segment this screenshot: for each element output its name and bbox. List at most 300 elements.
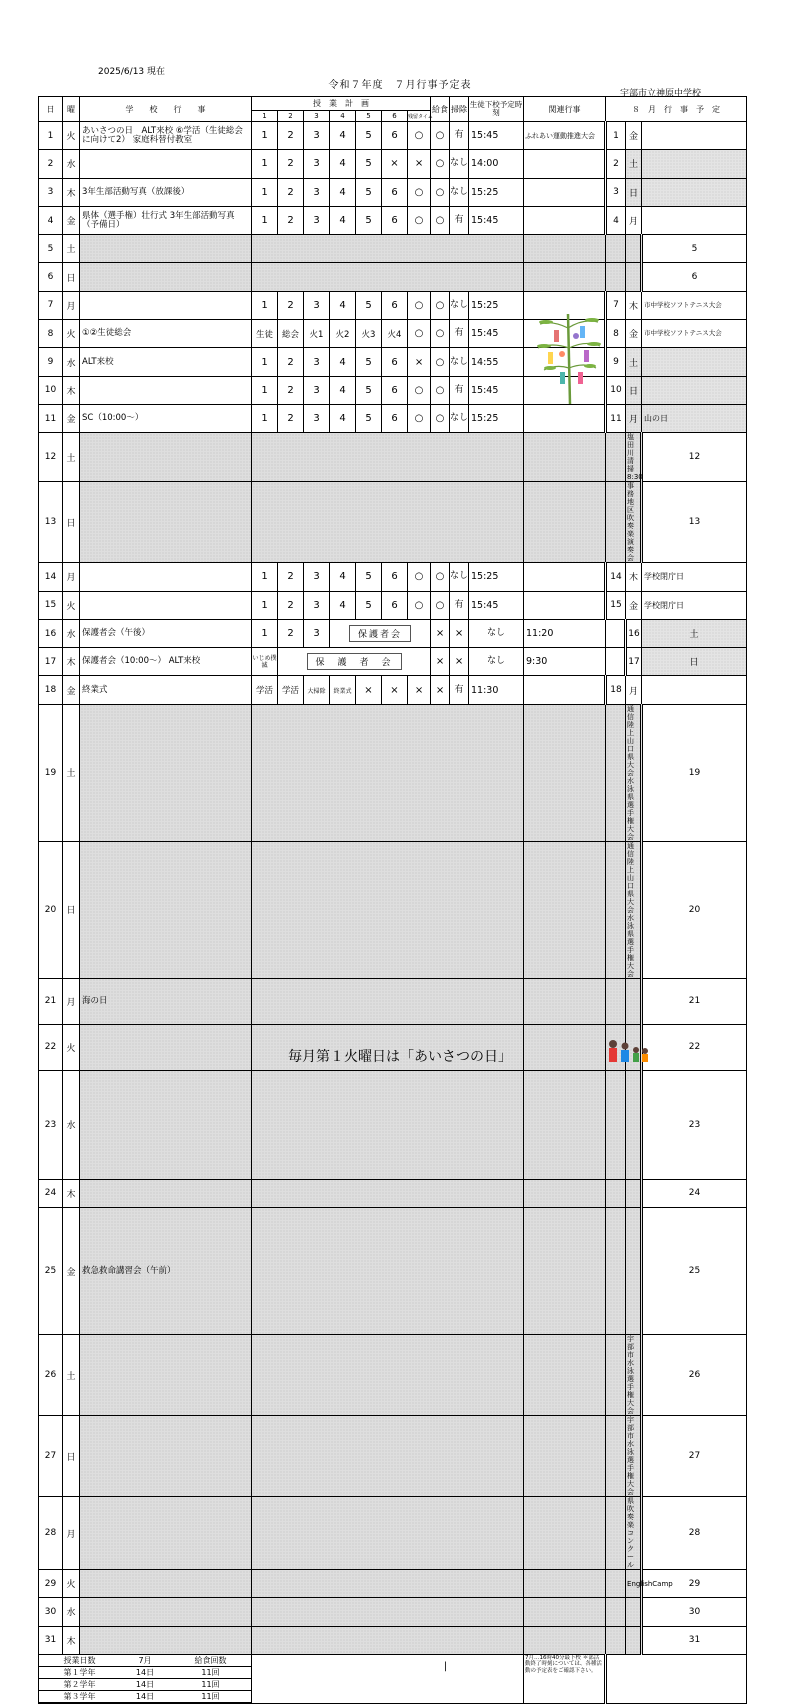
school-event	[80, 1335, 252, 1416]
dismissal-time: 15:45	[469, 376, 524, 404]
weekday: 日	[63, 263, 80, 291]
lesson-blank	[252, 704, 524, 841]
lesson-period: 4	[330, 206, 356, 234]
aug-weekday: 金	[626, 591, 642, 619]
aug-day-number: 5	[642, 235, 747, 263]
schedule-row	[39, 591, 747, 619]
lunch-mark: ○	[431, 150, 450, 178]
schedule-row	[39, 376, 747, 404]
lesson-period: 5	[356, 178, 382, 206]
reading-mark: ○	[408, 563, 431, 591]
aug-event	[642, 122, 747, 150]
lesson-period: 3	[304, 178, 330, 206]
schedule-row	[39, 563, 747, 591]
lesson-period: 5	[356, 376, 382, 404]
school-event	[80, 482, 252, 563]
stats-blank	[252, 1654, 524, 1703]
lesson-period: 6	[382, 291, 408, 319]
weekday: 金	[63, 676, 80, 704]
aug-day-number: 10	[606, 376, 626, 404]
aug-day-number: 11	[606, 404, 626, 432]
lesson-period: 3	[304, 619, 330, 647]
weekday: 水	[63, 619, 80, 647]
lesson-blank	[252, 841, 524, 978]
reading-mark: ○	[408, 404, 431, 432]
lesson-period: 6	[382, 206, 408, 234]
aug-day-number: 8	[606, 320, 626, 348]
aug-event	[642, 376, 747, 404]
col-dismissal: 生徒下校予定時刻	[469, 97, 524, 122]
weekday: 土	[63, 235, 80, 263]
dismissal-blank	[606, 1497, 626, 1570]
dismissal-time: 15:45	[469, 591, 524, 619]
stats-cell: 第１学年	[39, 1666, 120, 1678]
aug-foot-blank	[606, 1654, 747, 1703]
dismissal-time: 15:45	[469, 320, 524, 348]
day-number: 24	[39, 1179, 63, 1207]
lesson-period: 3	[304, 591, 330, 619]
school-event	[80, 1497, 252, 1570]
aug-weekday: 土	[626, 150, 642, 178]
school-event	[80, 235, 252, 263]
school-event: ①②生徒総会	[80, 320, 252, 348]
dismissal-blank	[606, 433, 626, 482]
schedule-row	[39, 619, 747, 647]
dismissal-blank	[606, 1598, 626, 1626]
stats-cell: 14日	[120, 1690, 170, 1702]
merged-lesson-label: 保護者会	[349, 625, 411, 642]
day-number: 25	[39, 1208, 63, 1335]
lesson-period: 1	[252, 591, 278, 619]
lesson-blank	[252, 1070, 524, 1179]
schedule-table	[38, 96, 747, 1704]
day-number: 6	[39, 263, 63, 291]
weekday: 日	[63, 841, 80, 978]
day-number: 12	[39, 433, 63, 482]
family-illustration	[604, 1038, 650, 1068]
stats-header: 7月	[120, 1655, 170, 1667]
schedule-row	[39, 648, 747, 676]
lesson-period: いじめ撲滅	[252, 648, 278, 676]
day-number: 13	[39, 482, 63, 563]
lesson-period: ×	[382, 150, 408, 178]
lesson-period: 3	[304, 404, 330, 432]
schedule-row	[39, 433, 747, 482]
day-number: 19	[39, 704, 63, 841]
lunch-mark: ○	[431, 291, 450, 319]
aug-weekday: 月	[626, 404, 642, 432]
tanabata-bamboo-illustration	[534, 308, 604, 404]
dismissal-blank	[606, 1335, 626, 1416]
weekday: 火	[63, 1024, 80, 1070]
aug-weekday: 月	[626, 676, 642, 704]
school-event: ALT来校	[80, 348, 252, 376]
day-number: 8	[39, 320, 63, 348]
related-event	[524, 676, 606, 704]
dismissal-time: 15:25	[469, 178, 524, 206]
aug-day-number: 21	[642, 978, 747, 1024]
dismissal-blank	[606, 1208, 626, 1335]
cleaning-blank	[524, 1570, 606, 1598]
lesson-period: 4	[330, 404, 356, 432]
schedule-row	[39, 263, 747, 291]
schedule-row	[39, 1208, 747, 1335]
lesson-period: ×	[356, 676, 382, 704]
school-event	[80, 150, 252, 178]
lesson-period: 4	[330, 563, 356, 591]
col-cleaning: 掃除	[450, 97, 469, 122]
reading-mark: ×	[408, 348, 431, 376]
period-header: 4	[330, 111, 356, 122]
schedule-row	[39, 1179, 747, 1207]
weekday: 木	[63, 376, 80, 404]
dismissal-blank	[606, 263, 626, 291]
lesson-period: 4	[330, 348, 356, 376]
period-header: 3	[304, 111, 330, 122]
aug-day-number: 29	[642, 1570, 747, 1598]
lesson-period: 1	[252, 348, 278, 376]
cleaning-mark: なし	[450, 348, 469, 376]
lesson-period: 3	[304, 150, 330, 178]
school-event	[80, 841, 252, 978]
cleaning-mark: なし	[450, 291, 469, 319]
weekday: 火	[63, 320, 80, 348]
related-event: 通信陸上山口県大会 水泳県選手権大会	[626, 704, 642, 841]
day-number: 9	[39, 348, 63, 376]
schedule-row	[39, 404, 747, 432]
lunch-mark: ×	[431, 648, 450, 676]
lesson-period: 2	[278, 404, 304, 432]
dismissal-time: 15:45	[469, 206, 524, 234]
cleaning-blank	[524, 1070, 606, 1179]
lesson-period: 3	[304, 291, 330, 319]
day-number: 31	[39, 1626, 63, 1654]
weekday: 金	[63, 404, 80, 432]
schedule-row	[39, 1335, 747, 1416]
related-event	[626, 1070, 642, 1179]
day-number: 10	[39, 376, 63, 404]
cleaning-mark: 有	[450, 376, 469, 404]
col-lesson-plan: 授 業 計 画	[252, 97, 431, 111]
lunch-mark: ○	[431, 376, 450, 404]
reading-mark: ×	[408, 150, 431, 178]
day-number: 30	[39, 1598, 63, 1626]
day-number: 5	[39, 235, 63, 263]
stats-table	[39, 1655, 251, 1703]
schedule-row	[39, 841, 747, 978]
dismissal-time: 14:55	[469, 348, 524, 376]
aug-day-number: 12	[642, 433, 747, 482]
schedule-row	[39, 1497, 747, 1570]
lunch-mark: ○	[431, 563, 450, 591]
reading-mark: ○	[408, 291, 431, 319]
aug-event	[642, 150, 747, 178]
related-event	[626, 1179, 642, 1207]
lesson-blank	[252, 1416, 524, 1497]
related-event	[626, 235, 642, 263]
aug-day-number: 2	[606, 150, 626, 178]
dismissal-blank	[606, 1179, 626, 1207]
stats-cell: 第２学年	[39, 1678, 120, 1690]
stats-header: 授業日数	[39, 1655, 120, 1667]
cleaning-blank	[524, 1179, 606, 1207]
lesson-period: 2	[278, 563, 304, 591]
lunch-mark: ×	[431, 676, 450, 704]
related-event	[524, 206, 606, 234]
col-day: 日	[39, 97, 63, 122]
stats-cell: 11回	[170, 1690, 251, 1702]
lesson-period: 火4	[382, 320, 408, 348]
aug-event	[642, 206, 747, 234]
school-event	[80, 291, 252, 319]
dismissal-time: 11:30	[469, 676, 524, 704]
aug-day-number: 24	[642, 1179, 747, 1207]
school-name: 宇部市立神原中学校	[620, 89, 702, 99]
col-related: 関連行事	[524, 97, 606, 122]
school-event	[80, 1179, 252, 1207]
lesson-period: 大掃除	[304, 676, 330, 704]
schedule-row	[39, 291, 747, 319]
day-number: 18	[39, 676, 63, 704]
stats-cell: 14日	[120, 1678, 170, 1690]
col-weekday: 曜	[63, 97, 80, 122]
cleaning-mark: 有	[450, 591, 469, 619]
weekday: 日	[63, 482, 80, 563]
footer-note: 毎月第１火曜日は「あいさつの日」	[288, 1049, 512, 1065]
aug-day-number: 31	[642, 1626, 747, 1654]
lesson-period: 5	[356, 591, 382, 619]
related-event	[524, 178, 606, 206]
reading-mark: ○	[408, 122, 431, 150]
cleaning-blank	[524, 433, 606, 482]
lesson-period: 6	[382, 563, 408, 591]
aug-day-number: 27	[642, 1416, 747, 1497]
weekday: 火	[63, 1570, 80, 1598]
day-number: 26	[39, 1335, 63, 1416]
aug-day-number: 30	[642, 1598, 747, 1626]
aug-weekday: 日	[626, 376, 642, 404]
lesson-period: 4	[330, 291, 356, 319]
lesson-period: 1	[252, 376, 278, 404]
aug-day-number: 19	[642, 704, 747, 841]
aug-day-number: 13	[642, 482, 747, 563]
lesson-period: 火1	[304, 320, 330, 348]
schedule-row	[39, 1570, 747, 1598]
lesson-blank	[252, 1626, 524, 1654]
schedule-row	[39, 150, 747, 178]
day-number: 27	[39, 1416, 63, 1497]
related-event: ふれあい運動推進大会	[524, 122, 606, 150]
lesson-period: 3	[304, 563, 330, 591]
school-event: 海の日	[80, 978, 252, 1024]
lesson-period: 4	[330, 376, 356, 404]
weekday: 月	[63, 563, 80, 591]
schedule-row	[39, 122, 747, 150]
lesson-blank	[252, 1497, 524, 1570]
school-event: 救急救命講習会（午前）	[80, 1208, 252, 1335]
school-event	[80, 1570, 252, 1598]
school-event: 保護者会（10:00～） ALT来校	[80, 648, 252, 676]
aug-day-number: 3	[606, 178, 626, 206]
weekday: 月	[63, 1497, 80, 1570]
related-event	[626, 1598, 642, 1626]
schedule-row	[39, 676, 747, 704]
lesson-period: 2	[278, 376, 304, 404]
weekday: 木	[63, 648, 80, 676]
lunch-mark: ○	[431, 178, 450, 206]
merged-lesson	[278, 648, 431, 676]
aug-day-number: 6	[642, 263, 747, 291]
aug-event: 学校閉庁日	[642, 563, 747, 591]
weekday: 月	[63, 978, 80, 1024]
lesson-period: 総会	[278, 320, 304, 348]
school-event	[80, 1416, 252, 1497]
related-event	[606, 619, 626, 647]
dismissal-time: 11:20	[524, 619, 606, 647]
lesson-period: 1	[252, 291, 278, 319]
aug-event: 学校閉庁日	[642, 591, 747, 619]
lesson-period: 2	[278, 591, 304, 619]
lesson-period: 終業式	[330, 676, 356, 704]
stats-cell: 14日	[120, 1666, 170, 1678]
lesson-blank	[252, 263, 524, 291]
cleaning-blank	[524, 1626, 606, 1654]
foot-mark: |	[443, 1660, 448, 1672]
related-event: 事務地区吹奏楽演奏会	[626, 482, 642, 563]
cleaning-mark: 有	[450, 122, 469, 150]
lesson-period: 5	[356, 291, 382, 319]
reading-time-header: 残留タイム	[408, 111, 431, 122]
lesson-period: 3	[304, 206, 330, 234]
weekday: 木	[63, 1179, 80, 1207]
aug-event	[642, 348, 747, 376]
col-august: ８ 月 行 事 予 定	[606, 97, 747, 122]
lesson-period: 3	[304, 348, 330, 376]
school-event: 保護者会（午後）	[80, 619, 252, 647]
aug-weekday: 金	[626, 122, 642, 150]
lesson-period: 生徒	[252, 320, 278, 348]
weekday: 土	[63, 704, 80, 841]
dismissal-time: 15:45	[469, 122, 524, 150]
lesson-period: 6	[382, 122, 408, 150]
merged-lesson	[330, 619, 431, 647]
lesson-blank	[252, 1179, 524, 1207]
lesson-period: 2	[278, 291, 304, 319]
day-number: 23	[39, 1070, 63, 1179]
lesson-period: 学活	[278, 676, 304, 704]
dismissal-blank	[606, 1626, 626, 1654]
schedule-row	[39, 482, 747, 563]
related-event: 通信陸上山口県大会 水泳県選手権大会	[626, 841, 642, 978]
aug-weekday: 日	[626, 178, 642, 206]
schedule-row	[39, 1598, 747, 1626]
lesson-period: 5	[356, 563, 382, 591]
lunch-mark: ○	[431, 122, 450, 150]
lesson-period: 3	[304, 122, 330, 150]
lesson-period: 1	[252, 122, 278, 150]
aug-weekday: 木	[626, 563, 642, 591]
aug-weekday: 土	[626, 348, 642, 376]
weekday: 火	[63, 122, 80, 150]
dismissal-blank	[606, 704, 626, 841]
dismissal-time: 15:25	[469, 291, 524, 319]
lesson-period: 5	[356, 122, 382, 150]
schedule-row	[39, 235, 747, 263]
dismissal-time: 15:25	[469, 563, 524, 591]
aug-day-number: 20	[642, 841, 747, 978]
cleaning-mark: なし	[469, 619, 524, 647]
cleaning-blank	[524, 1416, 606, 1497]
cleaning-mark: 有	[450, 206, 469, 234]
lesson-period: 4	[330, 122, 356, 150]
lesson-period: 4	[330, 178, 356, 206]
school-event	[80, 1598, 252, 1626]
weekday: 水	[63, 1598, 80, 1626]
aug-event: 山の日	[642, 404, 747, 432]
school-event	[80, 376, 252, 404]
school-event	[80, 591, 252, 619]
dismissal-time: 14:00	[469, 150, 524, 178]
lesson-period: 5	[356, 404, 382, 432]
lesson-period: 5	[356, 206, 382, 234]
lesson-period: 1	[252, 150, 278, 178]
related-event	[626, 263, 642, 291]
day-number: 11	[39, 404, 63, 432]
lesson-period: 2	[278, 122, 304, 150]
lesson-blank	[252, 1598, 524, 1626]
aug-weekday: 金	[626, 320, 642, 348]
lesson-period: ×	[382, 676, 408, 704]
lesson-period: 2	[278, 150, 304, 178]
dismissal-blank	[606, 1416, 626, 1497]
day-number: 2	[39, 150, 63, 178]
school-event: 県体（選手権）壮行式 3年生部活動写真（予備日）	[80, 206, 252, 234]
aug-day-number: 4	[606, 206, 626, 234]
lesson-period: 5	[356, 348, 382, 376]
school-event	[80, 433, 252, 482]
day-number: 16	[39, 619, 63, 647]
reading-mark: ○	[408, 376, 431, 404]
school-event	[80, 704, 252, 841]
day-number: 3	[39, 178, 63, 206]
lesson-period: 1	[252, 206, 278, 234]
lesson-period: 2	[278, 348, 304, 376]
lesson-period: 2	[278, 619, 304, 647]
lesson-period: 学活	[252, 676, 278, 704]
day-number: 29	[39, 1570, 63, 1598]
day-number: 17	[39, 648, 63, 676]
aug-day-number: 23	[642, 1070, 747, 1179]
period-header: 5	[356, 111, 382, 122]
cleaning-mark: なし	[450, 178, 469, 206]
cleaning-blank	[524, 1598, 606, 1626]
lunch-mark: ○	[431, 404, 450, 432]
school-event	[80, 1070, 252, 1179]
weekday: 水	[63, 150, 80, 178]
lesson-period: 4	[330, 591, 356, 619]
lesson-blank	[252, 1570, 524, 1598]
aug-event: 市中学校ソフトテニス大会	[642, 291, 747, 319]
related-event: 塩田川清掃8:30	[627, 433, 643, 482]
school-event	[80, 563, 252, 591]
lesson-period: 1	[252, 404, 278, 432]
lesson-period: 3	[304, 376, 330, 404]
aug-weekday: 日	[642, 648, 747, 676]
schedule-row	[39, 206, 747, 234]
cleaning-blank	[524, 235, 606, 263]
weekday: 金	[63, 1208, 80, 1335]
stats-header: 給食回数	[170, 1655, 251, 1667]
